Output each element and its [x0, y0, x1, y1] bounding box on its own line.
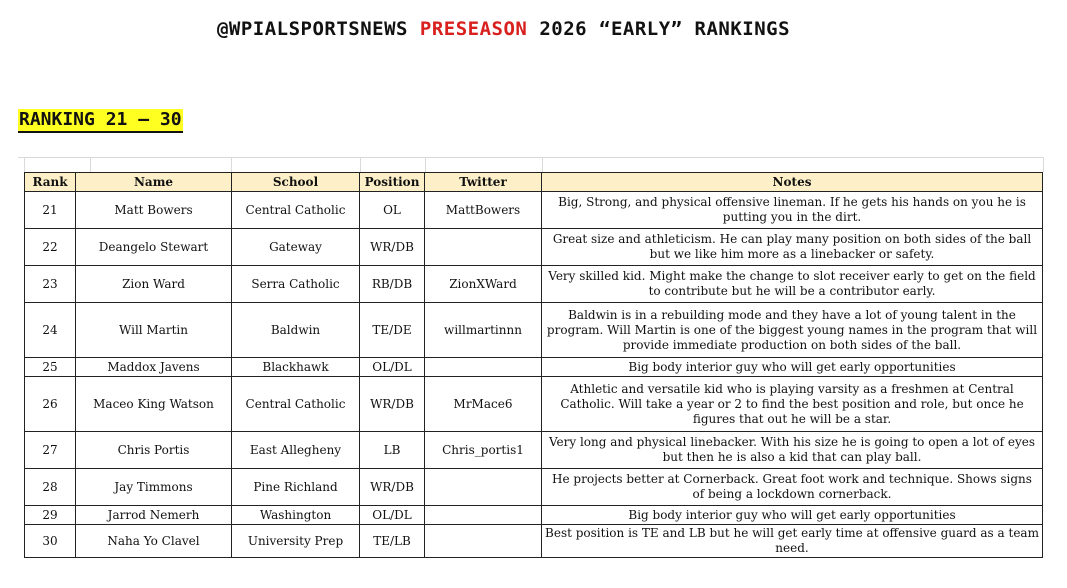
name-cell: Will Martin	[76, 303, 232, 358]
school-cell: University Prep	[232, 525, 360, 558]
notes-cell: He projects better at Cornerback. Great foot work and technique. Shows signs of being a lockdown cornerback.	[542, 469, 1043, 506]
rank-cell: 26	[25, 377, 76, 432]
title-prefix: @WPIALSPORTSNEWS	[216, 18, 408, 40]
notes-cell: Baldwin is in a rebuilding mode and they have a lot of young talent in the program. Will Martin is one of the biggest young names in the program that will provide immediate production on both sides of the ball.	[542, 303, 1043, 358]
notes-cell: Big, Strong, and physical offensive lineman. If he gets his hands on you he is putting you in the dirt.	[542, 192, 1043, 229]
column-header-twitter: Twitter	[425, 173, 542, 192]
notes-cell: Best position is TE and LB but he will get early time at offensive guard as a team need.	[542, 525, 1043, 558]
position-cell: TE/LB	[360, 525, 425, 558]
name-cell: Maddox Javens	[76, 358, 232, 377]
table-row	[25, 506, 1043, 525]
notes-cell: Big body interior guy who will get early opportunities	[542, 506, 1043, 525]
page-title	[0, 18, 1007, 40]
school-cell: Baldwin	[232, 303, 360, 358]
rank-cell: 22	[25, 229, 76, 266]
position-cell: OL	[360, 192, 425, 229]
position-cell: WR/DB	[360, 377, 425, 432]
notes-cell: Big body interior guy who will get early opportunities	[542, 358, 1043, 377]
rank-cell: 24	[25, 303, 76, 358]
rankings-table	[24, 172, 1043, 558]
rank-cell: 30	[25, 525, 76, 558]
rank-cell: 21	[25, 192, 76, 229]
position-cell: LB	[360, 432, 425, 469]
rank-cell: 25	[25, 358, 76, 377]
rank-cell: 23	[25, 266, 76, 303]
position-cell: WR/DB	[360, 469, 425, 506]
column-header-school: School	[232, 173, 360, 192]
name-cell: Deangelo Stewart	[76, 229, 232, 266]
column-header-notes: Notes	[542, 173, 1043, 192]
section-heading: RANKING 21 – 30	[18, 109, 183, 133]
table-row	[25, 377, 1043, 432]
title-accent: PRESEASON	[419, 18, 528, 40]
name-cell: Jay Timmons	[76, 469, 232, 506]
column-header-name: Name	[76, 173, 232, 192]
school-cell: Pine Richland	[232, 469, 360, 506]
notes-cell: Athletic and versatile kid who is playing varsity as a freshmen at Central Catholic. Will take a year or 2 to find the best position and role, but once he figures that out he will be a star.	[542, 377, 1043, 432]
school-cell: Central Catholic	[232, 192, 360, 229]
title-suffix: 2026 “EARLY” RANKINGS	[539, 18, 791, 40]
rank-cell: 27	[25, 432, 76, 469]
name-cell: Matt Bowers	[76, 192, 232, 229]
column-header-position: Position	[360, 173, 425, 192]
notes-cell: Great size and athleticism. He can play many position on both sides of the ball but we like him more as a linebacker or safety.	[542, 229, 1043, 266]
table-row	[25, 469, 1043, 506]
twitter-cell	[425, 469, 542, 506]
twitter-cell	[425, 229, 542, 266]
name-cell: Zion Ward	[76, 266, 232, 303]
school-cell: East Allegheny	[232, 432, 360, 469]
twitter-cell: MattBowers	[425, 192, 542, 229]
table-row	[25, 432, 1043, 469]
table-row	[25, 266, 1043, 303]
school-cell: Serra Catholic	[232, 266, 360, 303]
table-header-row	[25, 173, 1043, 192]
table-row	[25, 303, 1043, 358]
position-cell: OL/DL	[360, 358, 425, 377]
rank-cell: 29	[25, 506, 76, 525]
twitter-cell	[425, 525, 542, 558]
position-cell: TE/DE	[360, 303, 425, 358]
table-row	[25, 358, 1043, 377]
rank-cell: 28	[25, 469, 76, 506]
school-cell: Washington	[232, 506, 360, 525]
twitter-cell: Chris_portis1	[425, 432, 542, 469]
name-cell: Maceo King Watson	[76, 377, 232, 432]
position-cell: OL/DL	[360, 506, 425, 525]
twitter-cell: ZionXWard	[425, 266, 542, 303]
sheet-gridlines	[18, 157, 1044, 172]
school-cell: Blackhawk	[232, 358, 360, 377]
twitter-cell: willmartinnn	[425, 303, 542, 358]
name-cell: Naha Yo Clavel	[76, 525, 232, 558]
table-row	[25, 229, 1043, 266]
notes-cell: Very long and physical linebacker. With his size he is going to open a lot of eyes but then he is also a kid that can play ball.	[542, 432, 1043, 469]
position-cell: RB/DB	[360, 266, 425, 303]
name-cell: Chris Portis	[76, 432, 232, 469]
school-cell: Central Catholic	[232, 377, 360, 432]
notes-cell: Very skilled kid. Might make the change to slot receiver early to get on the field to contribute but he will be a contributor early.	[542, 266, 1043, 303]
table-row	[25, 525, 1043, 558]
school-cell: Gateway	[232, 229, 360, 266]
twitter-cell: MrMace6	[425, 377, 542, 432]
twitter-cell	[425, 506, 542, 525]
table-row	[25, 192, 1043, 229]
name-cell: Jarrod Nemerh	[76, 506, 232, 525]
position-cell: WR/DB	[360, 229, 425, 266]
column-header-rank: Rank	[25, 173, 76, 192]
twitter-cell	[425, 358, 542, 377]
